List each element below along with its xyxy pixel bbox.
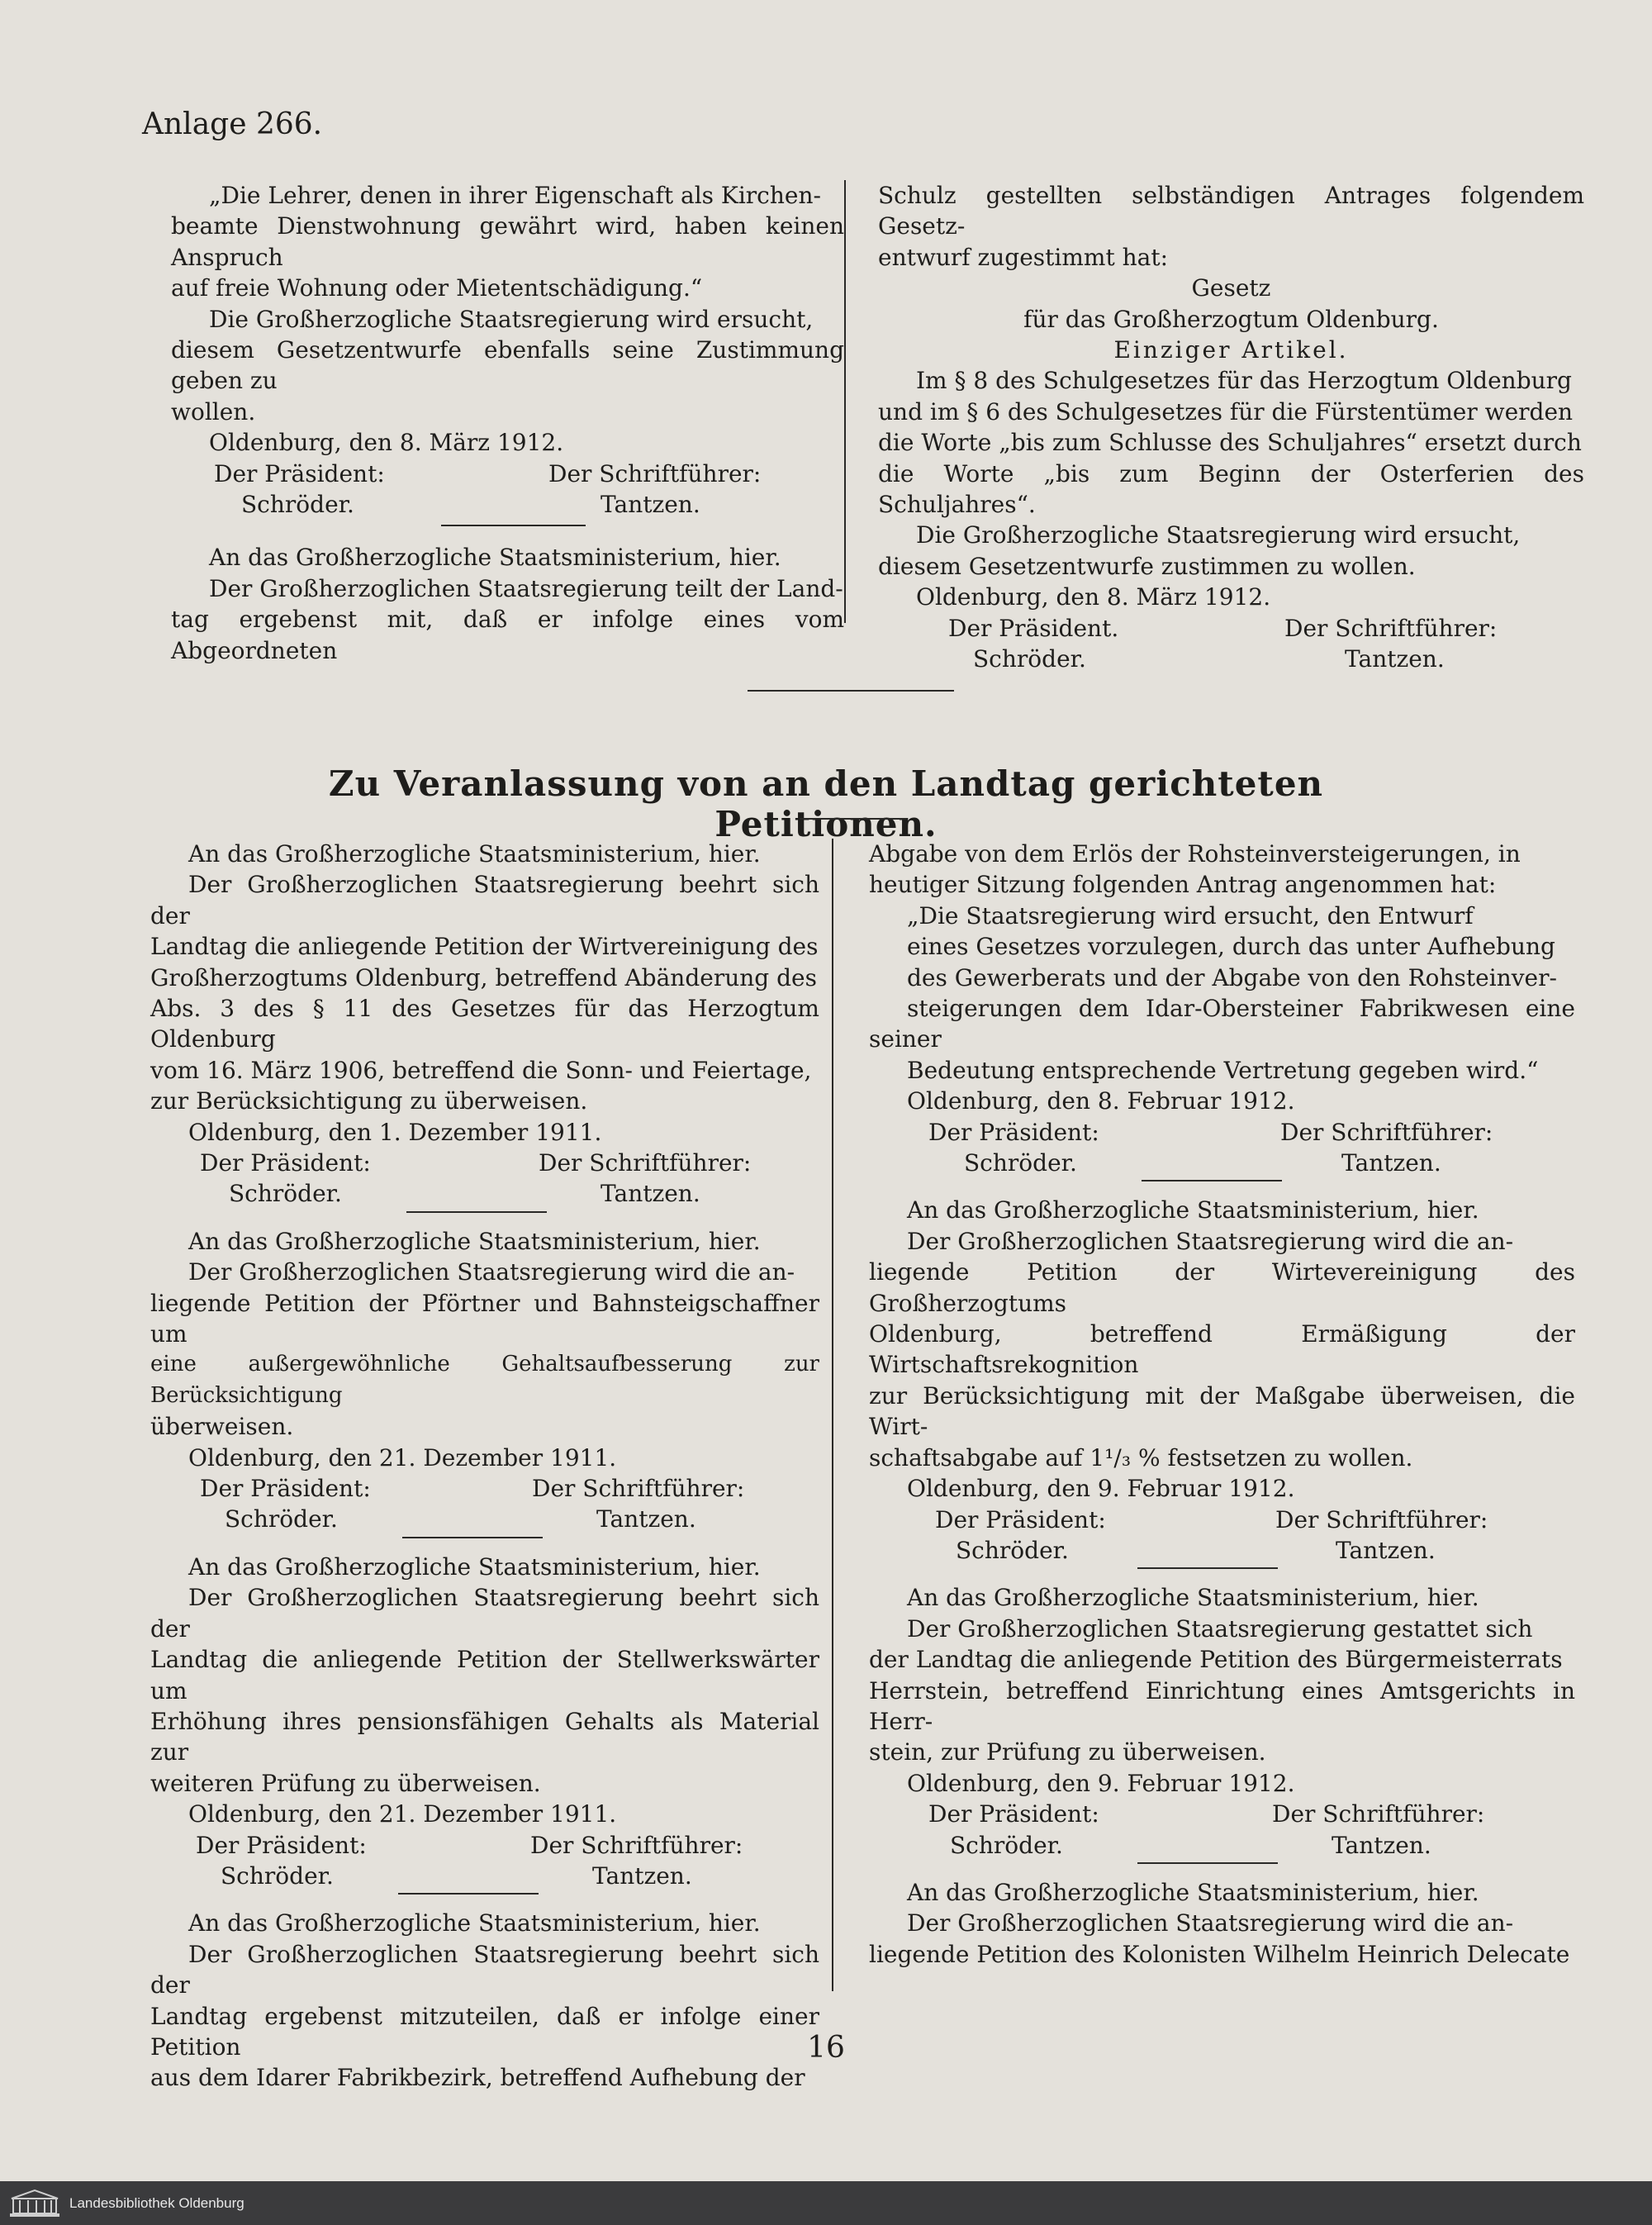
president-label: Der Präsident:: [928, 1118, 1099, 1146]
date-line: Oldenburg, den 21. Dezember 1911.: [188, 1443, 617, 1471]
signature-labels: [869, 1505, 1575, 1535]
addressee-line: An das Großherzogliche Staatsministerium, hier.: [907, 1196, 1479, 1224]
date-line: Oldenburg, den 8. März 1912.: [209, 429, 564, 457]
text-line: die Worte „bis zum Beginn der Osterferien des Schuljahres“.: [878, 459, 1584, 519]
text-line: Großherzogtums Oldenburg, betreffend Abänderung des: [150, 963, 817, 991]
text-line: der Landtag die anliegende Petition des Bürgermeisterrats: [869, 1646, 1563, 1674]
text-line: stein, zur Prüfung zu überweisen.: [869, 1738, 1266, 1766]
addressee-line: An das Großherzogliche Staatsministerium, hier.: [188, 1227, 761, 1255]
president-label: Der Präsident.: [948, 614, 1119, 642]
president-name: Schröder.: [973, 645, 1086, 673]
separator-rule: [398, 1893, 539, 1895]
signature-labels: [171, 459, 844, 489]
text-line: Landtag ergebenst mitzuteilen, daß er infolge einer Petition: [150, 2002, 819, 2061]
signature-names: [869, 1830, 1575, 1861]
text-line: die Worte „bis zum Schlusse des Schuljahres“ ersetzt durch: [878, 429, 1582, 457]
section-heading: Zu Veranlassung von an den Landtag gerichteten Petitionen.: [328, 763, 1324, 844]
column-divider: [844, 180, 846, 623]
president-label: Der Präsident:: [200, 1149, 371, 1177]
text-line: aus dem Idarer Fabrikbezirk, betreffend Aufhebung der: [150, 2064, 805, 2092]
date-line: Oldenburg, den 8. März 1912.: [916, 583, 1271, 611]
text-line: heutiger Sitzung folgenden Antrag angenommen hat:: [869, 871, 1497, 899]
text-line: Die Großherzogliche Staatsregierung wird ersucht,: [209, 305, 814, 333]
president-name: Schröder.: [241, 491, 354, 519]
secretary-label: Der Schriftführer:: [1275, 1505, 1488, 1533]
signature-names: [150, 1504, 819, 1534]
secretary-name: Tantzen.: [601, 1180, 700, 1208]
president-name: Schröder.: [225, 1505, 338, 1533]
text-line: Der Großherzoglichen Staatsregierung beehrt sich der: [150, 871, 819, 929]
law-subtitle: für das Großherzogtum Oldenburg.: [1023, 305, 1439, 333]
separator-rule: [441, 525, 586, 526]
text-line: auf freie Wohnung oder Mietentschädigung.“: [171, 274, 703, 302]
president-name: Schröder.: [229, 1180, 342, 1208]
secretary-name: Tantzen.: [1332, 1831, 1431, 1859]
secretary-label: Der Schriftführer:: [539, 1149, 752, 1177]
text-line: Landtag die anliegende Petition der Wirtvereinigung des: [150, 933, 819, 961]
text-line: steigerungen dem Idar-Obersteiner Fabrikwesen eine seiner: [869, 995, 1575, 1053]
text-line: Oldenburg, betreffend Ermäßigung der Wirtschaftsrekognition: [869, 1320, 1575, 1379]
text-line: Der Großherzoglichen Staatsregierung beehrt sich der: [150, 1940, 819, 1999]
law-article: Einziger Artikel.: [1113, 336, 1349, 364]
text-line: Abgabe von dem Erlös der Rohsteinversteigerungen, in: [869, 840, 1521, 868]
text-line: diesem Gesetzentwurfe zustimmen zu wollen.: [878, 552, 1416, 580]
signature-names: [878, 644, 1584, 674]
president-label: Der Präsident:: [928, 1800, 1099, 1828]
text-line: zur Berücksichtigung mit der Maßgabe überweisen, die Wirt-: [869, 1381, 1575, 1441]
addressee-line: An das Großherzogliche Staatsministerium, hier.: [188, 840, 761, 868]
signature-names: [150, 1178, 819, 1209]
text-line: Die Großherzogliche Staatsregierung wird ersucht,: [916, 521, 1521, 549]
signature-names: [150, 1861, 819, 1891]
president-name: Schröder.: [956, 1536, 1069, 1564]
addressee-line: An das Großherzogliche Staatsministerium, hier.: [907, 1878, 1479, 1906]
secretary-label: Der Schriftführer:: [1272, 1800, 1485, 1828]
text-line: liegende Petition des Kolonisten Wilhelm Heinrich Delecate: [869, 1940, 1570, 1968]
secretary-name: Tantzen.: [592, 1861, 692, 1890]
text-line: diesem Gesetzentwurfe ebenfalls seine Zustimmung geben zu: [171, 336, 844, 395]
text-line: Der Großherzoglichen Staatsregierung wird die an-: [188, 1258, 795, 1286]
text-line: Bedeutung entsprechende Vertretung gegeben wird.“: [907, 1056, 1539, 1084]
text-line: Schulz gestellten selbständigen Antrages folgendem Gesetz-: [878, 182, 1584, 240]
president-name: Schröder.: [964, 1149, 1077, 1177]
president-name: Schröder.: [950, 1831, 1063, 1859]
signature-names: [869, 1535, 1575, 1566]
text-line: eines Gesetzes vorzulegen, durch das unter Aufhebung: [907, 933, 1555, 961]
secretary-name: Tantzen.: [1345, 645, 1445, 673]
separator-rule: [1137, 1567, 1278, 1569]
library-name: Landesbibliothek Oldenburg: [69, 2195, 244, 2211]
addressee-line: An das Großherzogliche Staatsministerium, hier.: [188, 1909, 761, 1937]
secretary-name: Tantzen.: [601, 491, 700, 519]
top-left-column: [171, 180, 844, 666]
text-line: Der Großherzoglichen Staatsregierung gestattet sich: [907, 1614, 1533, 1643]
text-line: und im § 6 des Schulgesetzes für die Fürstentümer werden: [878, 397, 1574, 426]
signature-labels: [869, 1799, 1575, 1829]
separator-rule: [406, 1211, 547, 1213]
date-line: Oldenburg, den 8. Februar 1912.: [907, 1087, 1295, 1115]
president-name: Schröder.: [221, 1861, 334, 1890]
date-line: Oldenburg, den 21. Dezember 1911.: [188, 1800, 617, 1828]
addressee-line: An das Großherzogliche Staatsministerium, hier.: [907, 1584, 1479, 1612]
president-label: Der Präsident:: [935, 1505, 1106, 1533]
text-line: Im § 8 des Schulgesetzes für das Herzogtum Oldenburg: [916, 367, 1572, 395]
text-line: Abs. 3 des § 11 des Gesetzes für das Herzogtum Oldenburg: [150, 995, 819, 1053]
text-line: tag ergebenst mit, daß er infolge eines vom Abgeordneten: [171, 606, 844, 664]
section-rule: [748, 690, 954, 692]
date-line: Oldenburg, den 9. Februar 1912.: [907, 1769, 1295, 1797]
text-line: schaftsabgabe auf 1¹/₃ % festsetzen zu wollen.: [869, 1443, 1413, 1471]
secretary-label: Der Schriftführer:: [1280, 1118, 1493, 1146]
text-line: entwurf zugestimmt hat:: [878, 243, 1169, 271]
secretary-name: Tantzen.: [596, 1505, 696, 1533]
date-line: Oldenburg, den 9. Februar 1912.: [907, 1475, 1295, 1503]
text-line: beamte Dienstwohnung gewährt wird, haben keinen Anspruch: [171, 212, 844, 271]
text-line: Erhöhung ihres pensionsfähigen Gehalts als Material zur: [150, 1707, 819, 1766]
secretary-label: Der Schriftführer:: [532, 1475, 745, 1503]
addressee-line: An das Großherzogliche Staatsministerium, hier.: [209, 544, 781, 572]
signature-names: [171, 489, 844, 520]
text-line: liegende Petition der Pförtner und Bahnsteigschaffner um: [150, 1289, 819, 1348]
page-number: 16: [807, 2031, 845, 2065]
president-label: Der Präsident:: [200, 1475, 371, 1503]
text-line: eine außergewöhnliche Gehaltsaufbesserung zur Berücksichtigung: [150, 1352, 819, 1408]
petitions-right-column: [869, 839, 1575, 1970]
signature-labels: [150, 1473, 819, 1504]
library-footer-bar: [0, 2181, 1652, 2225]
text-line: Landtag die anliegende Petition der Stellwerkswärter um: [150, 1646, 819, 1704]
library-building-icon: [8, 2189, 61, 2218]
text-line: Der Großherzoglichen Staatsregierung wird die an-: [907, 1909, 1514, 1937]
separator-rule: [402, 1537, 543, 1538]
president-label: Der Präsident:: [214, 459, 385, 487]
secretary-label: Der Schriftführer:: [1284, 614, 1498, 642]
signature-labels: [869, 1117, 1575, 1148]
signature-names: [869, 1148, 1575, 1178]
president-label: Der Präsident:: [196, 1831, 367, 1859]
text-line: Der Großherzoglichen Staatsregierung wird die an-: [907, 1227, 1514, 1255]
signature-labels: [150, 1830, 819, 1861]
text-line: überweisen.: [150, 1413, 294, 1441]
text-line: Der Großherzoglichen Staatsregierung beehrt sich der: [150, 1584, 819, 1643]
petitions-left-column: [150, 839, 819, 2094]
text-line: weiteren Prüfung zu überweisen.: [150, 1769, 541, 1797]
appendix-header: Anlage 266.: [142, 107, 323, 141]
text-line: zur Berücksichtigung zu überweisen.: [150, 1087, 588, 1115]
top-right-column: [878, 180, 1584, 674]
text-line: Der Großherzoglichen Staatsregierung teilt der Land-: [209, 574, 843, 602]
signature-labels: [878, 613, 1584, 644]
secretary-name: Tantzen.: [1341, 1149, 1441, 1177]
date-line: Oldenburg, den 1. Dezember 1911.: [188, 1118, 602, 1146]
text-line: liegende Petition der Wirtevereinigung des Großherzogtums: [869, 1258, 1575, 1317]
secretary-name: Tantzen.: [1336, 1536, 1436, 1564]
secretary-label: Der Schriftführer:: [530, 1831, 743, 1859]
separator-rule: [1142, 1180, 1282, 1181]
text-line: vom 16. März 1906, betreffend die Sonn- und Feiertage,: [150, 1056, 812, 1084]
law-title: Gesetz: [1191, 274, 1271, 302]
heading-underline: [800, 818, 907, 820]
text-line: des Gewerberats und der Abgabe von den Rohsteinver-: [907, 963, 1557, 991]
text-line: „Die Staatsregierung wird ersucht, den Entwurf: [907, 901, 1474, 929]
text-line: wollen.: [171, 397, 256, 426]
secretary-label: Der Schriftführer:: [548, 459, 762, 487]
addressee-line: An das Großherzogliche Staatsministerium, hier.: [188, 1552, 761, 1581]
separator-rule: [1137, 1862, 1278, 1864]
text-line: „Die Lehrer, denen in ihrer Eigenschaft als Kirchen-: [209, 182, 821, 209]
text-line: Herrstein, betreffend Einrichtung eines Amtsgerichts in Herr-: [869, 1676, 1575, 1735]
column-divider: [832, 839, 833, 1991]
signature-labels: [150, 1148, 819, 1178]
